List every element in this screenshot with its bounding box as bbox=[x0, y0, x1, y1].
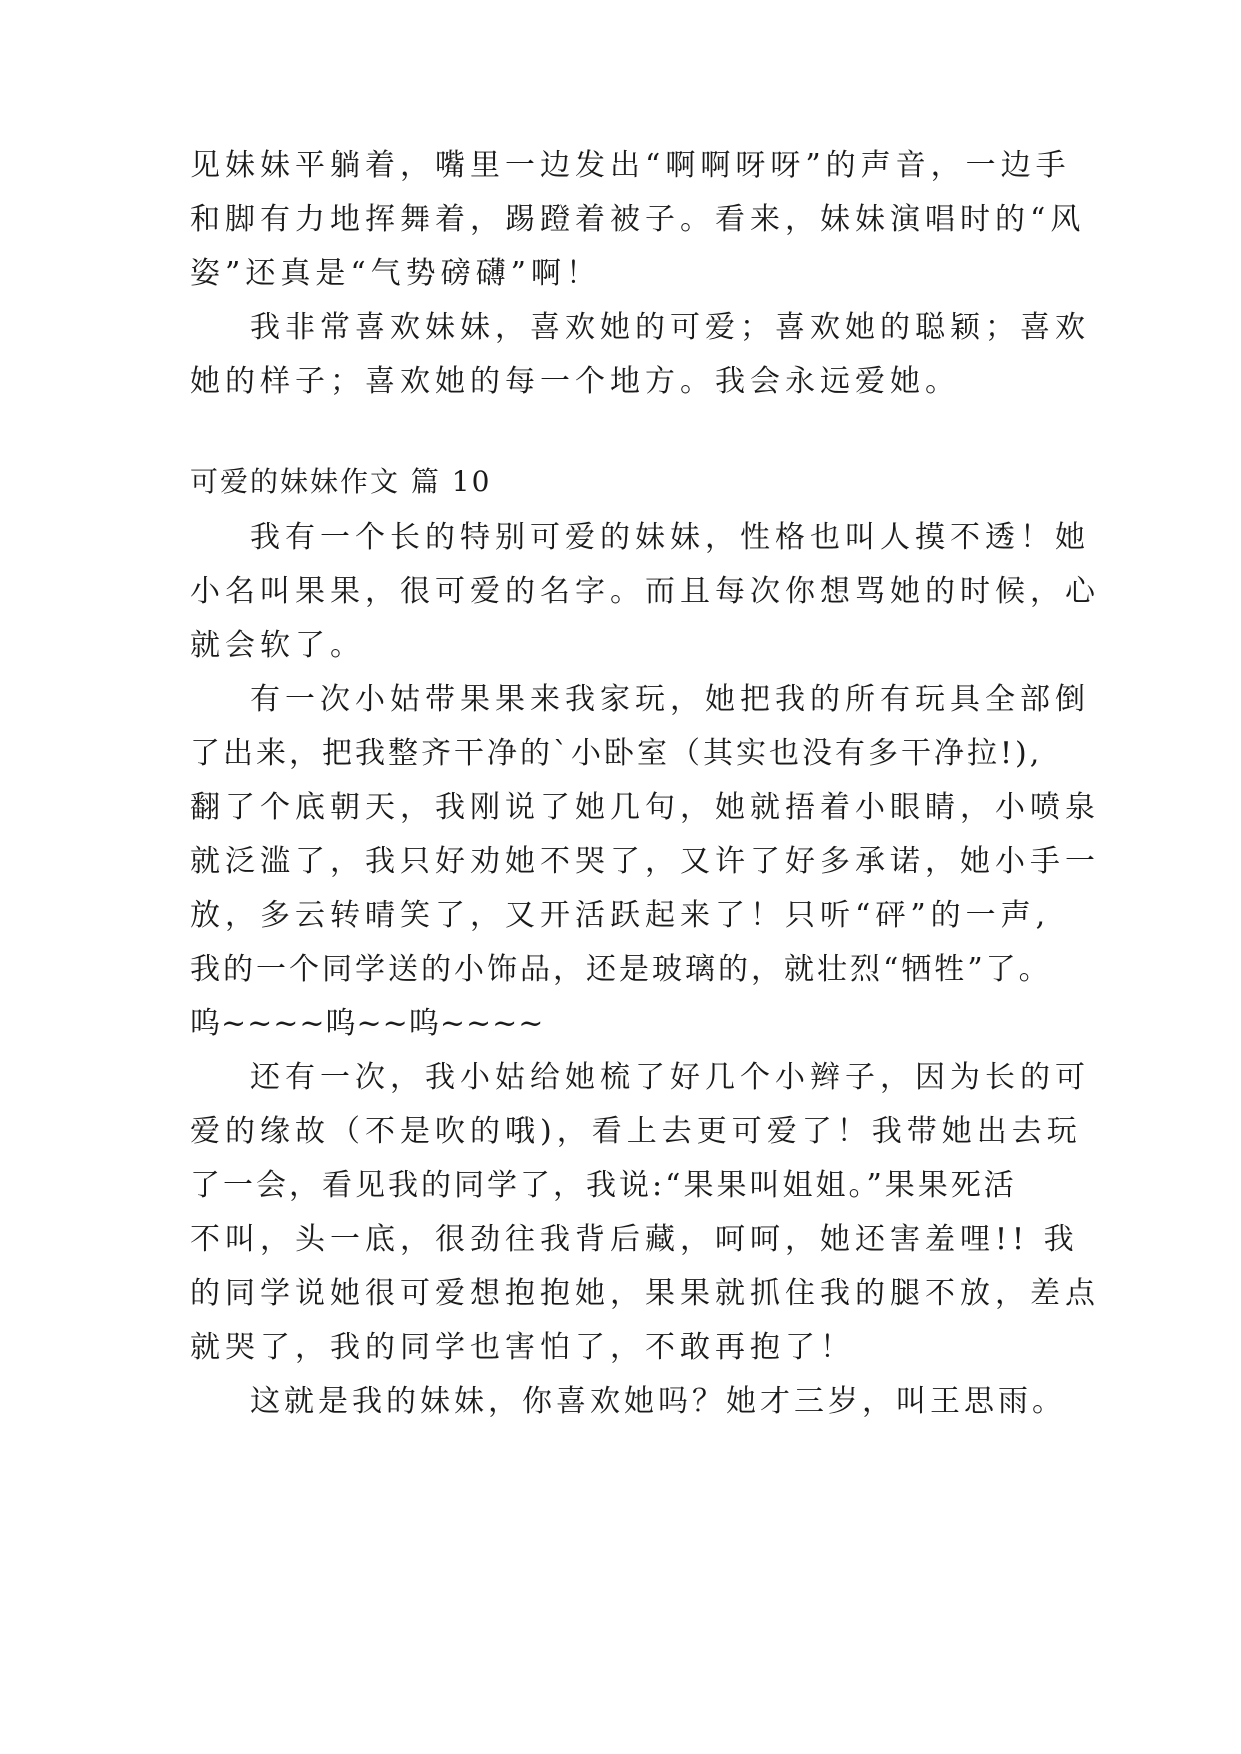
text-line: 了出来，把我整齐干净的`小卧室（其实也没有多干净拉!), bbox=[190, 736, 1043, 771]
text-line: 放，多云转晴笑了，又开活跃起来了！只听“砰”的一声, bbox=[190, 898, 1051, 933]
text-line: 我的一个同学送的小饰品，还是玻璃的，就壮烈“牺牲”了。 bbox=[190, 952, 1052, 987]
text-line: 就泛滥了，我只好劝她不哭了，又许了好多承诺，她小手一 bbox=[190, 844, 1100, 879]
text-line: 就会软了。 bbox=[190, 628, 365, 663]
section-heading: 可爱的妹妹作文 篇 10 bbox=[190, 465, 492, 498]
text-line: 这就是我的妹妹，你喜欢她吗？她才三岁，叫王思雨。 bbox=[250, 1384, 1066, 1419]
text-line: 见妹妹平躺着，嘴里一边发出“啊啊呀呀”的声音，一边手 bbox=[190, 148, 1071, 183]
text-line: 爱的缘故（不是吹的哦)，看上去更可爱了！我带她出去玩 bbox=[190, 1114, 1082, 1149]
text-line: 不叫，头一底，很劲往我背后藏，呵呵，她还害羞哩!! 我 bbox=[190, 1222, 1079, 1257]
text-line: 我有一个长的特别可爱的妹妹，性格也叫人摸不透！她 bbox=[250, 520, 1090, 555]
text-line: 和脚有力地挥舞着，踢蹬着被子。看来，妹妹演唱时的“风 bbox=[190, 202, 1086, 237]
text-line: 了一会，看见我的同学了，我说:“果果叫姐姐。”果果死活 bbox=[190, 1168, 1017, 1203]
text-line: 她的样子；喜欢她的每一个地方。我会永远爱她。 bbox=[190, 364, 960, 399]
text-line: 就哭了，我的同学也害怕了，不敢再抱了！ bbox=[190, 1330, 855, 1365]
text-line: 翻了个底朝天，我刚说了她几句，她就捂着小眼睛，小喷泉 bbox=[190, 790, 1100, 825]
text-line: 的同学说她很可爱想抱抱她，果果就抓住我的腿不放，差点 bbox=[190, 1276, 1100, 1311]
text-line: 我非常喜欢妹妹，喜欢她的可爱；喜欢她的聪颖；喜欢 bbox=[250, 310, 1090, 345]
text-line: 姿”还真是“气势磅礴”啊！ bbox=[190, 256, 602, 291]
text-line: 有一次小姑带果果来我家玩，她把我的所有玩具全部倒 bbox=[250, 682, 1090, 717]
text-line: 小名叫果果，很可爱的名字。而且每次你想骂她的时候，心 bbox=[190, 574, 1100, 609]
text-line: 还有一次，我小姑给她梳了好几个小辫子，因为长的可 bbox=[250, 1060, 1090, 1095]
text-line: 呜~~~~呜~~呜~~~~ bbox=[190, 1006, 545, 1041]
